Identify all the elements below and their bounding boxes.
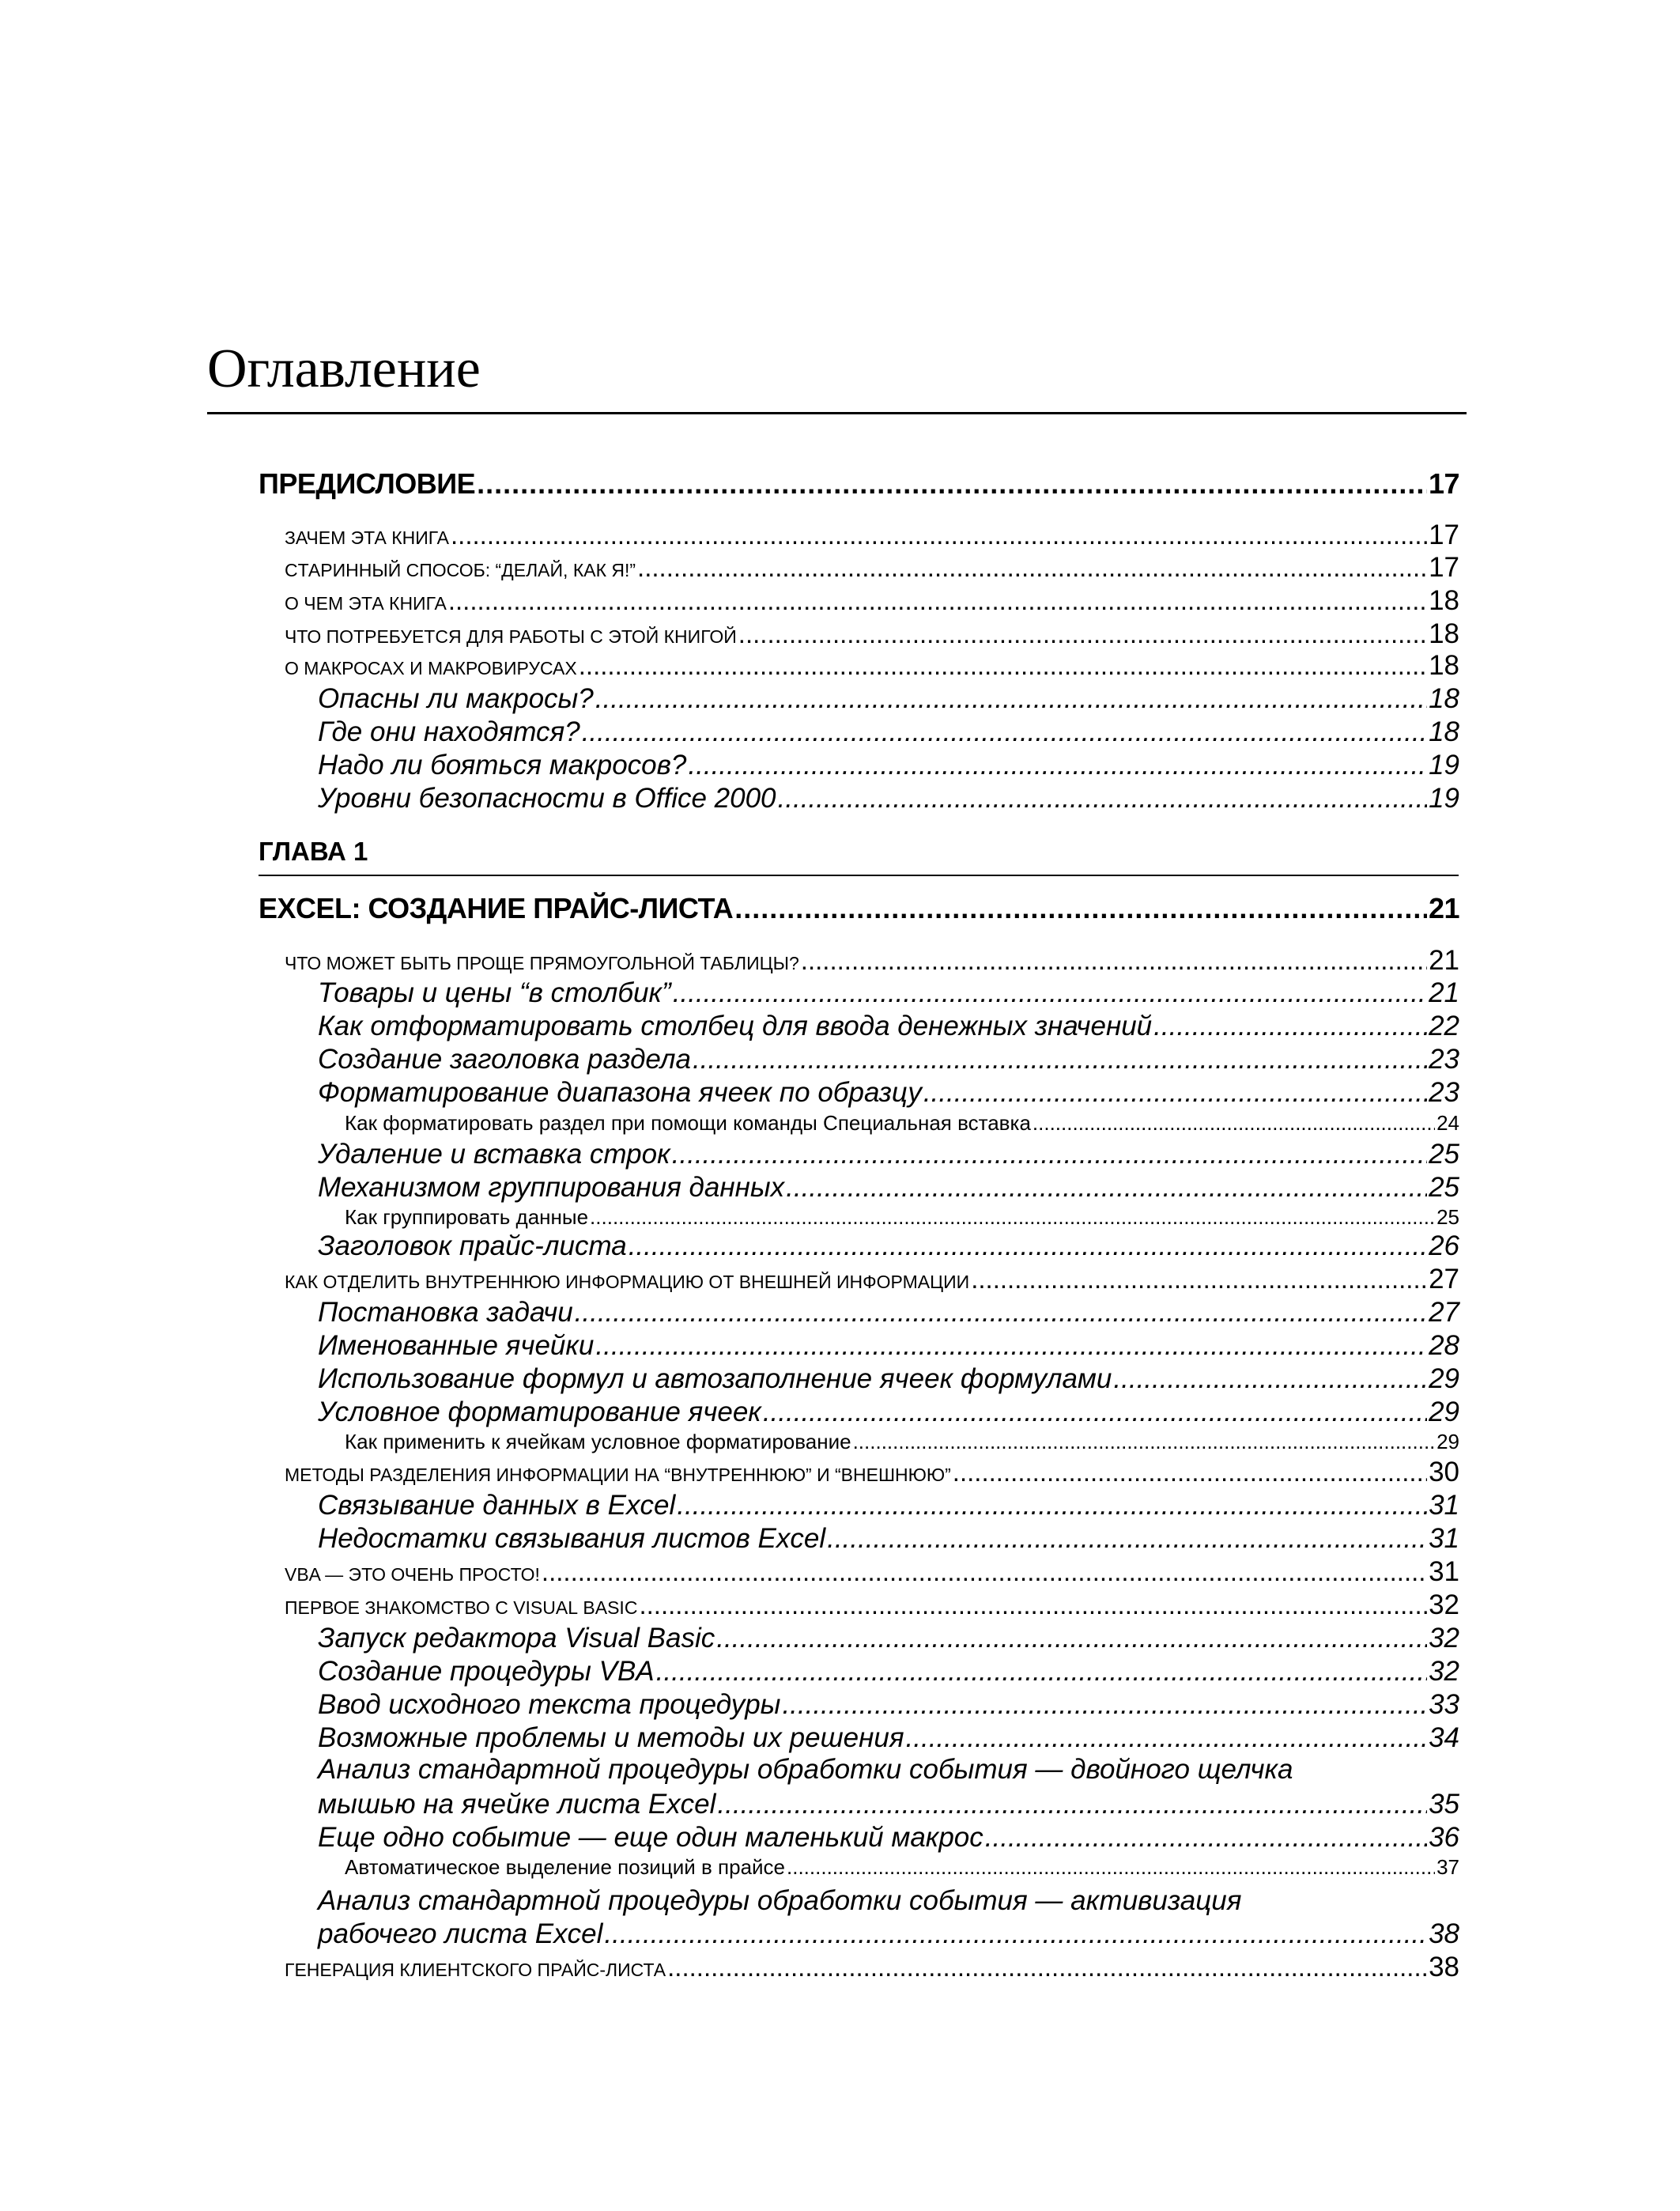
- toc-leader: [590, 1205, 1435, 1230]
- toc-entry[interactable]: [318, 1490, 1459, 1521]
- toc-page-number: 38: [1429, 1918, 1459, 1949]
- toc-entry[interactable]: [318, 1011, 1459, 1042]
- toc-entry-label: Что может быть проще прямоугольной таблицы?: [285, 946, 799, 975]
- toc-page-number: 17: [1429, 552, 1459, 583]
- toc-entry-label: Надо ли бояться макросов?: [318, 750, 687, 780]
- toc-page-number: 19: [1429, 783, 1459, 814]
- toc-entry[interactable]: [318, 1623, 1459, 1654]
- toc-leader: [787, 1855, 1435, 1880]
- toc-entry[interactable]: [345, 1205, 1459, 1230]
- toc-entry-label: Связывание данных в Excel: [318, 1490, 676, 1521]
- toc-entry[interactable]: [318, 1397, 1459, 1428]
- toc-entry-label: Удаление и вставка строк: [318, 1139, 670, 1170]
- toc-entry-label-line2: рабочего листа Excel: [318, 1918, 603, 1949]
- toc-page-number: 29: [1429, 1363, 1459, 1394]
- toc-page-number: 18: [1429, 716, 1459, 747]
- toc-entry[interactable]: [285, 650, 1459, 682]
- toc-entry-label: Первое знакомство с Visual Basic: [285, 1590, 638, 1620]
- toc-entry[interactable]: [285, 1952, 1459, 1983]
- toc-entry-label: Как форматировать раздел при помощи команды Специальная вставка: [345, 1111, 1031, 1135]
- toc-entry-label: Создание процедуры VBA: [318, 1656, 655, 1687]
- toc-entry-label: Недостатки связывания листов Excel: [318, 1523, 826, 1554]
- toc-entry[interactable]: [318, 1139, 1459, 1170]
- toc-entry[interactable]: [318, 750, 1459, 781]
- page-title: Оглавление: [207, 338, 481, 399]
- toc-entry-label: О макросах и макровирусах: [285, 651, 577, 680]
- toc-leader: [923, 1077, 1427, 1109]
- toc-entry-label: Ввод исходного текста процедуры: [318, 1689, 781, 1720]
- toc-page-number: 26: [1429, 1230, 1459, 1261]
- toc-leader: [688, 750, 1427, 781]
- toc-entry[interactable]: [318, 1077, 1459, 1109]
- toc-entry-label: Уровни безопасности в Office 2000: [318, 783, 776, 814]
- toc-leader: [677, 1490, 1427, 1521]
- toc-entry-label-line2: мышью на ячейке листа Excel: [318, 1789, 716, 1820]
- toc-entry-label: Создание заголовка раздела: [318, 1044, 691, 1075]
- toc-page-number: 31: [1429, 1523, 1459, 1554]
- toc-page-number: 34: [1429, 1722, 1459, 1753]
- toc-entry-label: Использование формул и автозаполнение ячеек формулами: [318, 1363, 1112, 1394]
- toc-leader: [827, 1523, 1427, 1555]
- toc-page-number: 36: [1429, 1822, 1459, 1853]
- toc-leader: [667, 1952, 1427, 1982]
- toc-entry-label: О чем эта книга: [285, 586, 447, 615]
- toc-entry[interactable]: [318, 1172, 1459, 1204]
- toc-entry-label: Автоматическое выделение позиций в прайсе: [345, 1855, 786, 1879]
- toc-entry-label: Постановка задачи: [318, 1297, 573, 1328]
- toc-leader: [639, 1590, 1427, 1620]
- toc-leader: [672, 1139, 1427, 1170]
- toc-page-number: 25: [1429, 1139, 1459, 1170]
- toc-entry-label: VBA — это очень просто!: [285, 1557, 540, 1586]
- toc-page-number: 21: [1429, 977, 1459, 1008]
- toc-entry[interactable]: [318, 1297, 1459, 1328]
- toc-entry-label: Как отформатировать столбец для ввода денежных значений: [318, 1011, 1153, 1041]
- toc-entry[interactable]: [318, 1722, 1459, 1754]
- toc-entry[interactable]: [318, 1656, 1459, 1688]
- toc-leader: [604, 1918, 1427, 1950]
- toc-leader: [953, 1457, 1427, 1487]
- toc-leader: [673, 977, 1427, 1009]
- toc-page-number: 23: [1429, 1077, 1459, 1108]
- toc-entry-label: Методы разделения информации на “внутреннюю” и “внешнюю”: [285, 1457, 951, 1487]
- toc-page-number: 17: [1429, 520, 1459, 550]
- toc-entry-label: Что потребуется для работы с этой книгой: [285, 619, 737, 648]
- toc-page-number: 28: [1429, 1330, 1459, 1361]
- toc-entry-label: Как группировать данные: [345, 1205, 589, 1229]
- toc-leader: [656, 1656, 1427, 1688]
- toc-leader: [801, 946, 1427, 976]
- toc-entry[interactable]: [285, 552, 1459, 584]
- toc-page-number: 21: [1429, 945, 1459, 976]
- toc-entry-label: Именованные ячейки: [318, 1330, 595, 1361]
- toc-entry-label: ПРЕДИСЛОВИЕ: [259, 467, 476, 500]
- toc-leader: [542, 1557, 1427, 1587]
- toc-leader: [853, 1430, 1436, 1454]
- toc-entry[interactable]: [285, 1457, 1459, 1488]
- toc-leader: [1153, 1011, 1427, 1042]
- toc-entry-label: Механизмом группирования данных: [318, 1172, 785, 1203]
- toc-entry-label: Товары и цены “в столбик”: [318, 977, 671, 1008]
- toc-entry[interactable]: [318, 1523, 1459, 1555]
- toc-entry-label: Как отделить внутреннюю информацию от внешней информации: [285, 1264, 970, 1294]
- toc-entry[interactable]: [318, 1230, 1459, 1262]
- toc-entry-label: Опасны ли макросы?: [318, 683, 594, 714]
- toc-page-number: 23: [1429, 1044, 1459, 1075]
- toc-entry-label: Возможные проблемы и методы их решения: [318, 1722, 904, 1753]
- toc-page-number: 29: [1436, 1430, 1459, 1453]
- toc-page-number: 22: [1429, 1011, 1459, 1041]
- toc-page-number: 29: [1429, 1397, 1459, 1427]
- toc-entry[interactable]: [285, 585, 1459, 617]
- toc-entry-label: Где они находятся?: [318, 716, 580, 747]
- toc-entry[interactable]: [259, 467, 1459, 501]
- toc-leader: [448, 586, 1427, 616]
- toc-entry[interactable]: [318, 716, 1459, 748]
- toc-entry[interactable]: [318, 1363, 1459, 1395]
- toc-leader: [629, 1230, 1427, 1262]
- toc-leader: [716, 1623, 1427, 1654]
- toc-page-number: 18: [1429, 618, 1459, 649]
- toc-leader: [786, 1172, 1427, 1204]
- toc-entry[interactable]: [318, 1044, 1459, 1075]
- toc-page-number: 24: [1436, 1111, 1459, 1135]
- toc-entry-label: Старинный способ: “Делай, как я!”: [285, 553, 636, 582]
- toc-entry-label: Зачем эта книга: [285, 520, 449, 550]
- toc-entry-label: Еще одно событие — еще один маленький макрос: [318, 1822, 983, 1853]
- toc-page-number: 19: [1429, 750, 1459, 780]
- toc-leader: [451, 520, 1427, 550]
- toc-entry-label: Генерация клиентского прайс-листа: [285, 1952, 666, 1982]
- toc-page-number: 18: [1429, 650, 1459, 681]
- toc-leader: [985, 1822, 1427, 1854]
- toc-entry-label-line1[interactable]: Анализ стандартной процедуры обработки события — активизация: [318, 1885, 1242, 1916]
- toc-entry[interactable]: [285, 1264, 1459, 1295]
- toc-page-number: 25: [1436, 1205, 1459, 1229]
- toc-page-number: 38: [1429, 1952, 1459, 1982]
- toc-page-number: 27: [1429, 1264, 1459, 1294]
- toc-entry[interactable]: [318, 1822, 1459, 1854]
- toc-entry-label: Запуск редактора Visual Basic: [318, 1623, 715, 1654]
- toc-entry[interactable]: [285, 520, 1459, 551]
- toc-entry-label: Форматирование диапазона ячеек по образцу: [318, 1077, 922, 1108]
- toc-entry[interactable]: [285, 1556, 1459, 1588]
- toc-page-number: 25: [1429, 1172, 1459, 1203]
- toc-page-number: 27: [1429, 1297, 1459, 1328]
- toc-entry-label: Заголовок прайс-листа: [318, 1230, 627, 1261]
- toc-entry[interactable]: [259, 892, 1459, 925]
- toc-page-number: 30: [1429, 1457, 1459, 1487]
- toc-entry[interactable]: [318, 683, 1459, 715]
- toc-leader: [575, 1297, 1427, 1328]
- toc-page-number: 32: [1429, 1589, 1459, 1620]
- toc-leader: [738, 619, 1427, 649]
- toc-entry[interactable]: [345, 1430, 1459, 1454]
- toc-leader: [582, 716, 1427, 748]
- toc-entry-label: Как применить к ячейкам условное форматирование: [345, 1430, 851, 1453]
- toc-leader: [595, 683, 1427, 715]
- toc-page-number: 32: [1429, 1656, 1459, 1687]
- toc-entry[interactable]: [285, 618, 1459, 650]
- toc-entry[interactable]: [285, 945, 1459, 977]
- toc-page-number: 18: [1429, 585, 1459, 616]
- toc-leader: [579, 651, 1427, 681]
- toc-entry-label-line1[interactable]: Анализ стандартной процедуры обработки события — двойного щелчка: [318, 1754, 1293, 1785]
- toc-leader: [595, 1330, 1427, 1362]
- toc-entry[interactable]: [318, 783, 1459, 814]
- toc-entry[interactable]: [345, 1111, 1459, 1136]
- toc-leader: [906, 1722, 1428, 1754]
- toc-page-number: 35: [1429, 1789, 1459, 1820]
- toc-leader: [1033, 1111, 1435, 1136]
- toc-leader: [778, 783, 1428, 814]
- toc-page-number: 31: [1429, 1556, 1459, 1587]
- toc-page-number: 31: [1429, 1490, 1459, 1521]
- toc-page-number: 21: [1428, 892, 1459, 924]
- toc-entry[interactable]: [318, 1789, 1459, 1820]
- toc-entry[interactable]: [318, 1330, 1459, 1362]
- chapter-rule: [259, 875, 1459, 876]
- toc-page-number: 37: [1436, 1855, 1459, 1879]
- toc-page-number: 18: [1429, 683, 1459, 714]
- toc-leader: [763, 1397, 1427, 1428]
- toc-leader: [734, 892, 1427, 925]
- toc-entry[interactable]: [318, 1918, 1459, 1950]
- toc-page-number: 17: [1428, 467, 1459, 500]
- toc-leader: [1113, 1363, 1427, 1395]
- toc-page-number: 32: [1429, 1623, 1459, 1654]
- toc-entry[interactable]: [345, 1855, 1459, 1880]
- toc-entry-label: Условное форматирование ячеек: [318, 1397, 761, 1427]
- toc-entry-label: EXCEL: СОЗДАНИЕ ПРАЙС-ЛИСТА: [259, 892, 734, 924]
- toc-entry[interactable]: [318, 1689, 1459, 1721]
- toc-leader: [782, 1689, 1427, 1721]
- toc-leader: [971, 1264, 1427, 1294]
- toc-leader: [693, 1044, 1427, 1075]
- toc-leader: [637, 553, 1427, 583]
- toc-leader: [477, 467, 1427, 501]
- toc-page-number: 33: [1429, 1689, 1459, 1720]
- toc-leader: [717, 1789, 1427, 1820]
- chapter-heading: ГЛАВА 1: [259, 837, 368, 866]
- toc-entry[interactable]: [285, 1589, 1459, 1621]
- toc-entry[interactable]: [318, 977, 1459, 1009]
